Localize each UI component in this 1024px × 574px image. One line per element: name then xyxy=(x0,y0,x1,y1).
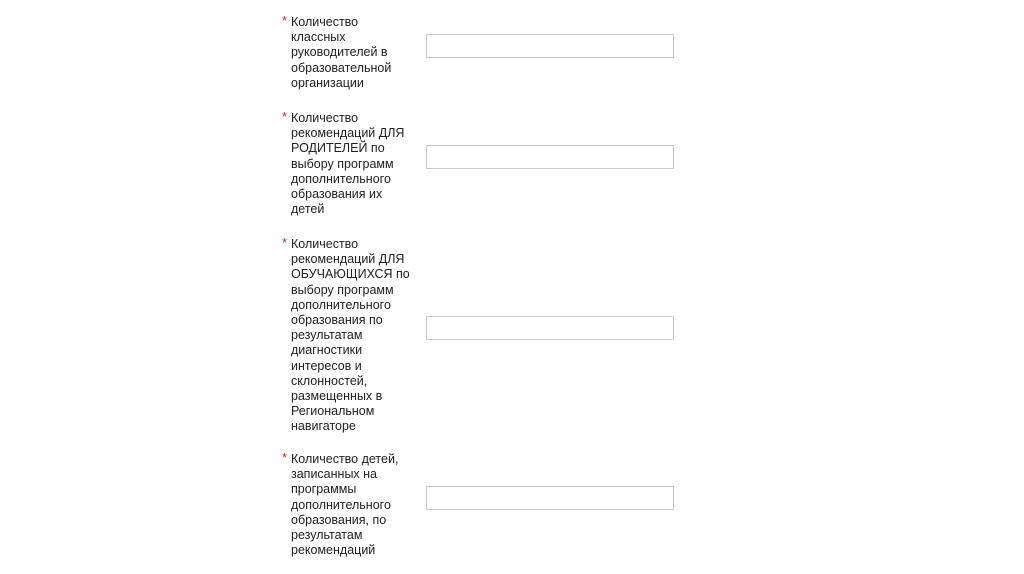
label-line: дополнительного xyxy=(291,171,391,186)
label-line: детей xyxy=(291,202,325,217)
label-line: размещенных в xyxy=(291,389,383,404)
required-asterisk: * xyxy=(282,13,288,28)
required-asterisk: * xyxy=(282,450,288,465)
label-line: образования их xyxy=(291,187,383,202)
label-line: выбору программ xyxy=(291,282,394,297)
label-line: Количество xyxy=(291,15,359,29)
label-line: рекомендаций ДЛЯ xyxy=(291,126,405,141)
label-line: рекомендаций xyxy=(291,543,376,558)
label-line: результатам xyxy=(291,328,363,343)
label-line: классных xyxy=(291,30,346,45)
field-label-enrolled-children xyxy=(291,452,423,558)
student-recommendations-count-input[interactable] xyxy=(426,316,674,340)
parent-recommendations-count-input[interactable] xyxy=(426,145,674,169)
label-line: диагностики xyxy=(291,343,363,358)
enrolled-children-count-input[interactable] xyxy=(426,486,674,510)
required-asterisk: * xyxy=(282,109,288,124)
label-line: образования по xyxy=(291,313,383,328)
label-line: записанных на xyxy=(291,467,378,482)
label-line: навигаторе xyxy=(291,419,356,434)
label-line: образования, по xyxy=(291,512,387,527)
field-label-student-recommendations xyxy=(291,237,423,435)
label-line: результатам xyxy=(291,528,363,543)
label-line: рекомендаций ДЛЯ xyxy=(291,252,405,267)
class-teachers-count-input[interactable] xyxy=(426,34,674,58)
label-line: образовательной xyxy=(291,60,392,75)
label-line: Количество детей, xyxy=(291,452,399,466)
label-line: склонностей, xyxy=(291,373,368,388)
label-line: интересов и xyxy=(291,358,362,373)
label-line: выбору программ xyxy=(291,156,394,171)
field-label-class-teachers xyxy=(291,15,423,91)
label-line: ОБУЧАЮЩИХСЯ по xyxy=(291,267,410,282)
label-line: РОДИТЕЛЕЙ по xyxy=(291,141,385,156)
label-line: Региональном xyxy=(291,404,375,419)
label-line: организации xyxy=(291,75,364,90)
label-line: программы xyxy=(291,482,357,497)
label-line: Количество xyxy=(291,237,359,251)
field-label-parent-recommendations xyxy=(291,111,423,217)
label-line: дополнительного xyxy=(291,297,391,312)
label-line: руководителей в xyxy=(291,45,388,60)
required-asterisk: * xyxy=(282,235,288,250)
label-line: Количество xyxy=(291,111,359,125)
label-line: дополнительного xyxy=(291,497,391,512)
